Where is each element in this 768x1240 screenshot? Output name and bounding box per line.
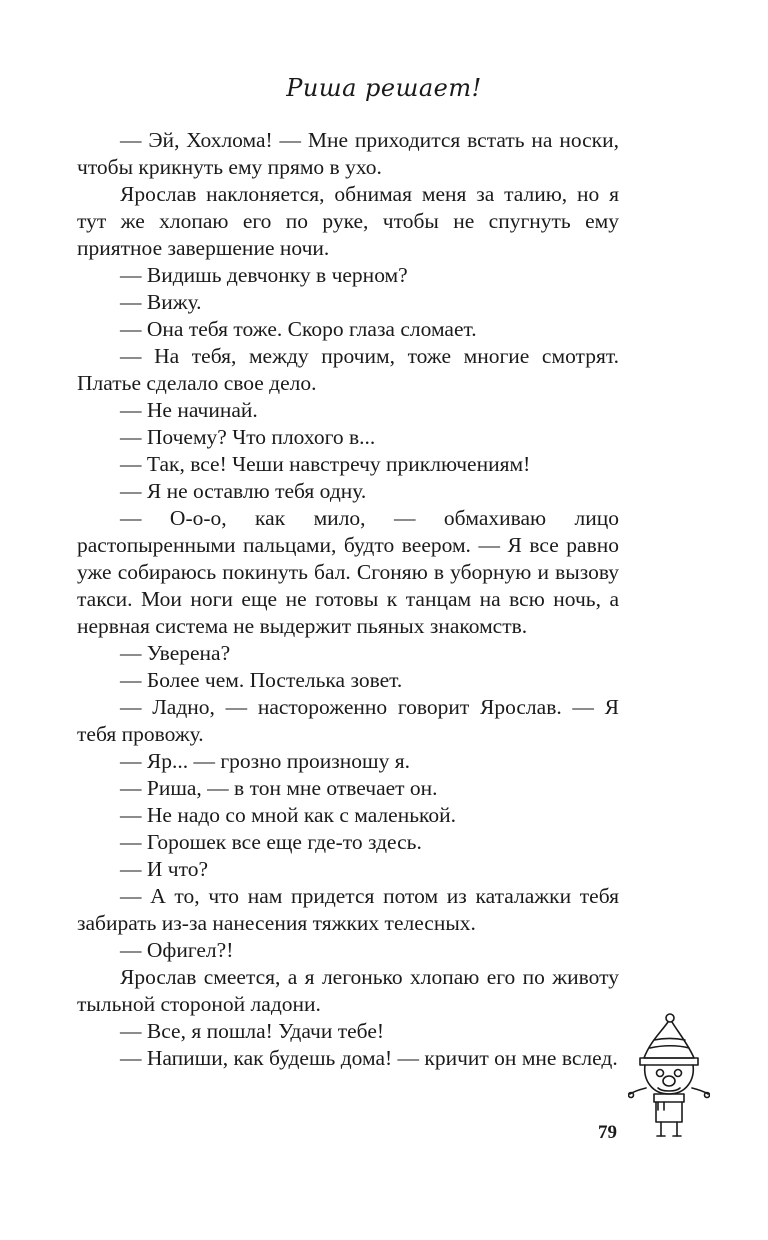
- paragraph: — Напиши, как будешь дома! — кричит он мне вслед.: [120, 1046, 618, 1070]
- paragraph: — Видишь девчонку в черном?: [120, 263, 408, 287]
- paragraph: — На тебя, между прочим, тоже многие смотрят. Платье сделало свое дело.: [77, 344, 619, 395]
- paragraph: — Офигел?!: [120, 938, 234, 962]
- paragraph: — Вижу.: [120, 290, 202, 314]
- gnome-mascot-illustration: [628, 1010, 710, 1142]
- running-head: Риша решает!: [286, 74, 482, 102]
- body-text: [77, 127, 619, 1072]
- paragraph: Ярослав смеется, а я легонько хлопаю его по животу тыльной стороной ладони.: [77, 965, 619, 1016]
- paragraph: — Эй, Хохлома! — Мне приходится встать на носки, чтобы крикнуть ему прямо в ухо.: [77, 128, 619, 179]
- paragraph: — Она тебя тоже. Скоро глаза сломает.: [120, 317, 477, 341]
- paragraph: — Ладно, — настороженно говорит Ярослав. — Я тебя провожу.: [77, 695, 619, 746]
- paragraph: Ярослав наклоняется, обнимая меня за талию, но я тут же хлопаю его по руке, чтобы не спугнуть ему приятное завершение ночи.: [77, 182, 619, 260]
- paragraph: — Яр... — грозно произношу я.: [120, 749, 410, 773]
- paragraph: — Я не оставлю тебя одну.: [120, 479, 367, 503]
- paragraph: — И что?: [120, 857, 208, 881]
- paragraph: — Более чем. Постелька зовет.: [120, 668, 403, 692]
- paragraph: — Все, я пошла! Удачи тебе!: [120, 1019, 385, 1043]
- paragraph: — О-о-о, как мило, — обмахиваю лицо растопыренными пальцами, будто веером. — Я все равно уже собираюсь покинуть бал. Сгоняю в уборную и вызову такси. Мои ноги еще не готовы к танцам на всю ночь, а нервная система не выдержит пьяных знакомств.: [77, 506, 619, 638]
- paragraph: — Не надо со мной как с маленькой.: [120, 803, 457, 827]
- paragraph: — Риша, — в тон мне отвечает он.: [120, 776, 438, 800]
- paragraph: — Не начинай.: [120, 398, 258, 422]
- paragraph: — Почему? Что плохого в...: [120, 425, 376, 449]
- paragraph: — Горошек все еще где-то здесь.: [120, 830, 422, 854]
- paragraph: — А то, что нам придется потом из каталажки тебя забирать из-за нанесения тяжких телесных.: [77, 884, 619, 935]
- paragraph: — Так, все! Чеши навстречу приключениям!: [120, 452, 531, 476]
- page-number: 79: [598, 1122, 617, 1143]
- paragraph: — Уверена?: [120, 641, 231, 665]
